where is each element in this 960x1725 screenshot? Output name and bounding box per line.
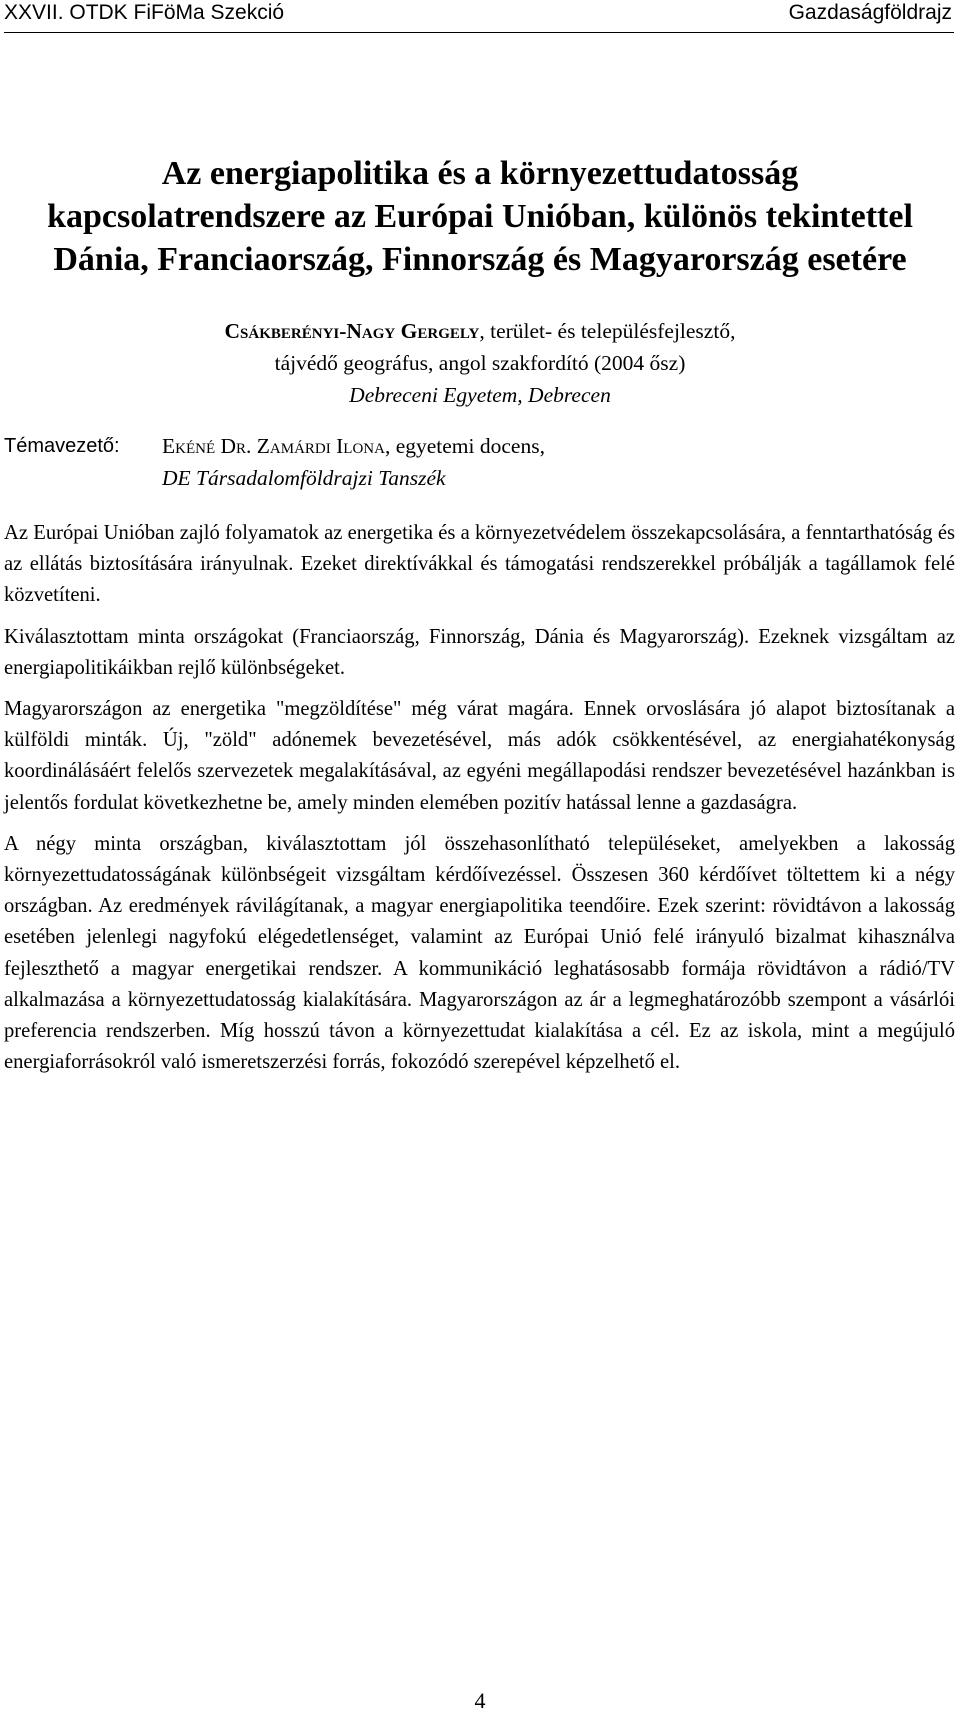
abstract-paragraph-1: Az Európai Unióban zajló folyamatok az energetika és a környezetvédelem összekapcsolására, a fenntarthatóság és az ellátás biztosítására irányulnak. Ezeket direktívákkal és támogatási rendszerekkel próbálják a tagállamok felé közvetíteni.	[4, 522, 955, 607]
supervisor-name: Ekéné Dr. Zamárdi Ilona	[162, 434, 385, 458]
title-line-2: kapcsolatrendszere az Európai Unióban, különös tekintettel	[47, 198, 913, 235]
paper-title	[20, 152, 940, 281]
header-section: Gazdaságföldrajz	[788, 1, 952, 24]
title-line-1: Az energiapolitika és a környezettudatosság	[161, 155, 799, 192]
abstract	[4, 518, 955, 1088]
author-role-line-1: , terület- és településfejlesztő,	[479, 319, 736, 343]
supervisor-details	[162, 430, 942, 494]
abstract-paragraph-3: Magyarországon az energetika "megzöldítése" még várat magára. Ennek orvoslására jó alapot biztosítanak a külföldi minták. Új, "zöld" adónemek bevezetésével, más adók csökkentésével, az energiahatékonyság koordinálásáért felelős szervezetek megalakításával, az egyéni megállapodási rendszer bevezetésével hazánkban is jelentős fordulat következhetne be, amely minden elemében pozitív hatással lenne a gazdaságra.	[4, 698, 955, 814]
title-line-3: Dánia, Franciaország, Finnország és Magyarország esetére	[53, 241, 907, 278]
header-conference: XXVII. OTDK FiFöMa Szekció	[4, 1, 285, 24]
supervisor-label: Témavezető:	[4, 435, 120, 457]
header-divider	[4, 32, 954, 33]
supervisor-department: DE Társadalomföldrajzi Tanszék	[162, 466, 446, 490]
author-block	[0, 315, 960, 411]
supervisor-title: , egyetemi docens,	[384, 434, 545, 458]
page-header	[0, 0, 960, 28]
author-affiliation: Debreceni Egyetem, Debrecen	[349, 383, 611, 407]
abstract-paragraph-4: A négy minta országban, kiválasztottam jól összehasonlítható településeket, amelyekben a lakosság környezettudatosságának különbségeit vizsgáltam kérdőívezéssel. Összesen 360 kérdőívet töltettem ki a négy országban. Az eredmények rávilágítanak, a magyar energiapolitika teendőire. Ezek szerint: rövidtávon a lakosság esetében jelenlegi nagyfokú elégedetlenséget, valamint az Európai Unió felé irányuló bizalmat kihasználva fejleszthető a magyar energetikai rendszer. A kommunikáció leghatásosabb formája rövidtávon a rádió/TV alkalmazása a környezettudatosság kialakítására. Magyarországon az ár a legmeghatározóbb szempont a vásárlói preferencia rendszerben. Míg hosszú távon a környezettudat kialakítása a cél. Ez az iskola, mint a megújuló energiaforrásokról való ismeretszerzési forrás, fokozódó szerepével képzelhető el.	[4, 832, 955, 1074]
abstract-paragraph-2: Kiválasztottam minta országokat (Franciaország, Finnország, Dánia és Magyarország). Ezeknek vizsgáltam az energiapolitikáikban rejlő különbségeket.	[4, 625, 955, 679]
author-name: Csákberényi-Nagy Gergely	[224, 319, 480, 343]
author-role-line-2: tájvédő geográfus, angol szakfordító (2004 ősz)	[274, 351, 686, 375]
page-number: 4	[474, 1688, 486, 1713]
